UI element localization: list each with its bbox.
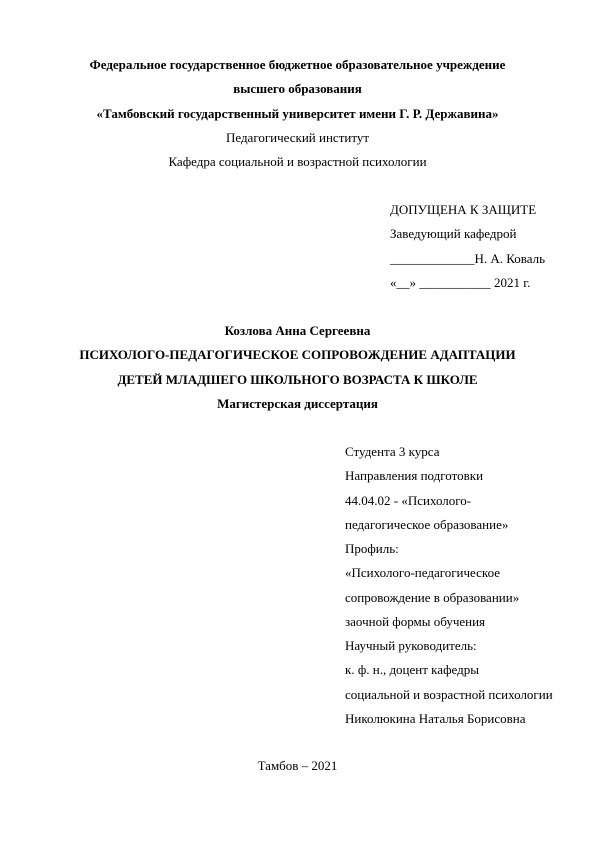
student-info-line: Профиль: xyxy=(345,541,399,556)
institute-name: Педагогический институт xyxy=(225,130,370,145)
approval-title: ДОПУЩЕНА К ЗАЩИТЕ xyxy=(390,202,537,217)
student-info-line: Научный руководитель: xyxy=(345,638,477,653)
student-info-line: Направления подготовки xyxy=(345,468,484,483)
thesis-type: Магистерская диссертация xyxy=(217,396,378,411)
student-info-line: педагогическое образование» xyxy=(345,517,509,532)
city-year: Тамбов – 2021 xyxy=(257,758,338,773)
university-name: «Тамбовский государственный университет имени Г. Р. Державина» xyxy=(96,106,499,121)
student-info-line: к. ф. н., доцент кафедры xyxy=(345,662,479,677)
student-info-line: Студента 3 курса xyxy=(345,444,440,459)
student-info-line: социальной и возрастной психологии xyxy=(345,687,553,702)
org-line-2: высшего образования xyxy=(233,81,362,96)
approval-date: «__» ___________ 2021 г. xyxy=(390,275,531,290)
org-line-1: Федеральное государственное бюджетное образовательное учреждение xyxy=(89,57,506,72)
department-name: Кафедра социальной и возрастной психологии xyxy=(168,154,427,169)
approval-signature: _____________Н. А. Коваль xyxy=(390,251,546,266)
thesis-title-line-1: ПСИХОЛОГО-ПЕДАГОГИЧЕСКОЕ СОПРОВОЖДЕНИЕ АДАПТАЦИИ xyxy=(79,347,516,362)
student-info-line: 44.04.02 - «Психолого- xyxy=(345,493,472,508)
student-info-line: сопровождение в образовании» xyxy=(345,590,520,605)
approval-position: Заведующий кафедрой xyxy=(390,226,517,241)
student-info-line: Николюкина Наталья Борисовна xyxy=(345,711,526,726)
student-info-line: заочной формы обучения xyxy=(345,614,486,629)
student-info-line: «Психолого-педагогическое xyxy=(345,565,500,580)
author-name: Козлова Анна Сергеевна xyxy=(224,323,371,338)
thesis-title-line-2: ДЕТЕЙ МЛАДШЕГО ШКОЛЬНОГО ВОЗРАСТА К ШКОЛЕ xyxy=(117,372,478,387)
